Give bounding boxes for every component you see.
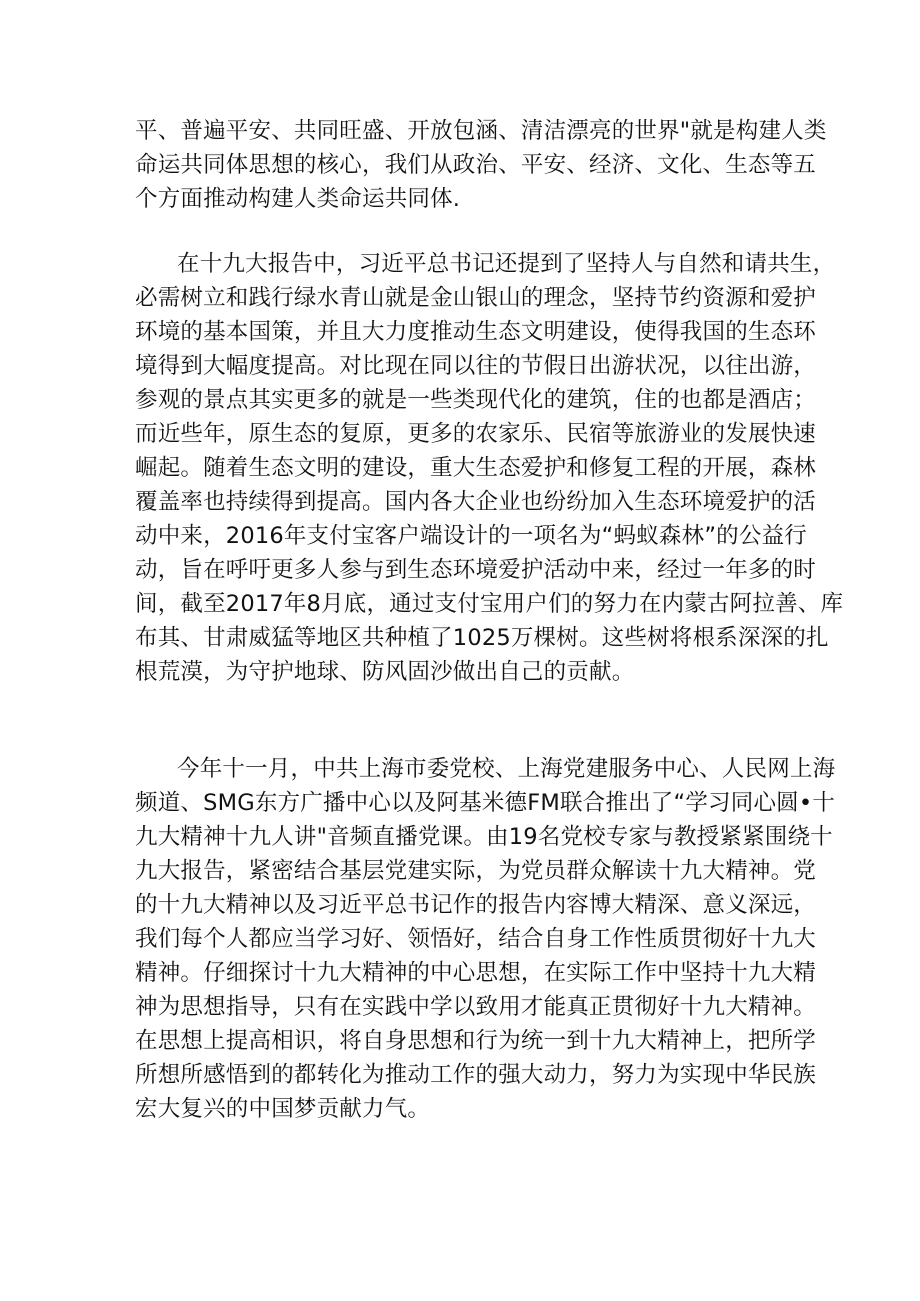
text-line: 所想所感悟到的都转化为推动工作的强大动力，努力为实现中华民族: [135, 1062, 817, 1088]
text-line: 九大精神十九人讲"音频直播党课。由19名党校专家与教授紧紧围绕十: [135, 824, 833, 850]
text-line: 精神。仔细探讨十九大精神的中心思想，在实际工作中坚持十九大精: [135, 960, 817, 986]
text-line: 我们每个人都应当学习好、领悟好，结合自身工作性质贯彻好十九大: [135, 926, 817, 952]
text-line: 平、普遍平安、共同旺盛、开放包涵、清洁漂亮的世界"就是构建人类: [135, 118, 827, 144]
text-line: 个方面推动构建人类命运共同体.: [135, 186, 461, 212]
text-line: 动中来，2016年支付宝客户端设计的一项名为“蚂蚁森林”的公益行: [135, 523, 807, 549]
text-line: 布其、甘肃威猛等地区共种植了1025万棵树。这些树将根系深深的扎: [135, 625, 829, 651]
text-line: 环境的基本国策，并且大力度推动生态文明建设，使得我国的生态环: [135, 319, 817, 345]
text-line: 间，截至2017年8月底，通过支付宝用户们的努力在内蒙古阿拉善、库: [135, 591, 844, 617]
text-line: 神为思想指导，只有在实践中学以致用才能真正贯彻好十九大精神。: [135, 994, 817, 1020]
text-line: 覆盖率也持续得到提高。国内各大企业也纷纷加入生态环境爱护的活: [135, 489, 817, 515]
text-line: 动，旨在呼吁更多人参与到生态环境爱护活动中来，经过一年多的时: [135, 557, 817, 583]
text-line: 参观的景点其实更多的就是一些类现代化的建筑，住的也都是酒店；: [135, 387, 817, 413]
text-line: 根荒漠，为守护地球、防风固沙做出自己的贡献。: [135, 659, 635, 685]
text-line: 必需树立和践行绿水青山就是金山银山的理念，坚持节约资源和爱护: [135, 285, 817, 311]
text-line: 命运共同体思想的核心，我们从政治、平安、经济、文化、生态等五: [135, 152, 817, 178]
text-line: 而近些年，原生态的复原，更多的农家乐、民宿等旅游业的发展快速: [135, 421, 817, 447]
text-line: 境得到大幅度提高。对比现在同以往的节假日出游状况，以往出游，: [135, 353, 817, 379]
text-line: 在思想上提高相识，将自身思想和行为统一到十九大精神上，把所学: [135, 1028, 817, 1054]
text-line: 崛起。随着生态文明的建设，重大生态爱护和修复工程的开展，森林: [135, 455, 817, 481]
text-line: 九大报告，紧密结合基层党建实际，为党员群众解读十九大精神。党: [135, 858, 817, 884]
text-line: 的十九大精神以及习近平总书记作的报告内容博大精深、意义深远，: [135, 892, 817, 918]
text-line: 频道、SMG东方广播中心以及阿基米德FM联合推出了“学习同心圆•十: [135, 790, 836, 816]
text-line: 在十九大报告中，习近平总书记还提到了坚持人与自然和请共生，: [177, 251, 836, 277]
text-line: 宏大复兴的中国梦贡献力气。: [135, 1096, 431, 1122]
text-line: 今年十一月，中共上海市委党校、上海党建服务中心、人民网上海: [177, 756, 836, 782]
